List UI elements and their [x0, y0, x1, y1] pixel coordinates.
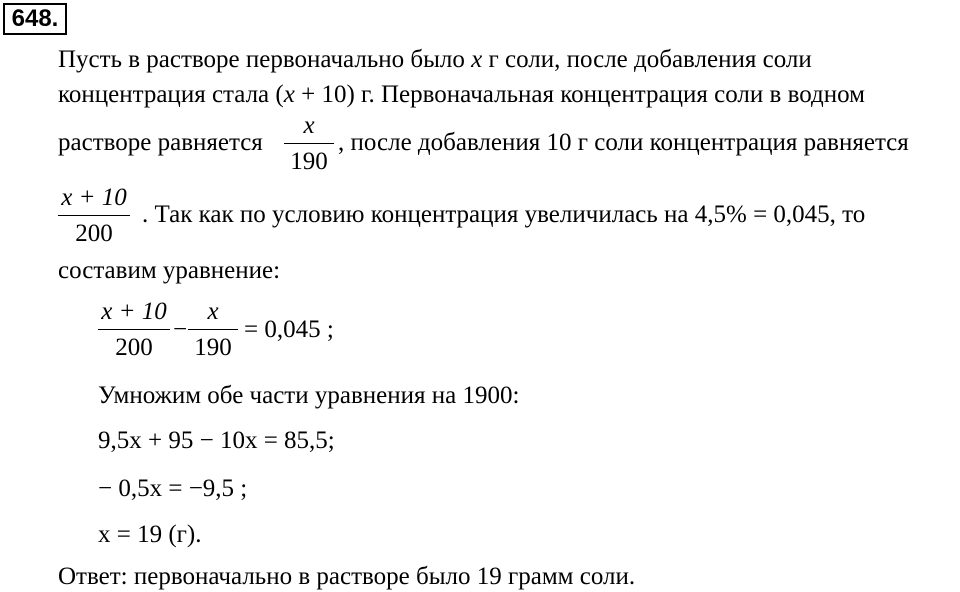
- fraction-bar: [98, 329, 170, 330]
- numerator: x: [303, 112, 315, 139]
- denominator: 200: [75, 220, 113, 247]
- fraction-bar: [58, 215, 130, 216]
- text-segment: Пусть в растворе первоначально было: [58, 46, 472, 73]
- equation-4: x = 19 (г).: [98, 521, 202, 548]
- text-line-3a: растворе равняется: [58, 129, 263, 156]
- denominator: 190: [290, 148, 328, 175]
- multiply-text: Умножим обе части уравнения на 1900:: [98, 382, 520, 409]
- answer-line: Ответ: первоначально в растворе было 19 грамм соли.: [58, 563, 636, 590]
- numerator: x + 10: [61, 184, 127, 211]
- text-line-2: [58, 80, 865, 110]
- problem-number: 648.: [3, 3, 67, 35]
- equation-2: 9,5x + 95 − 10x = 85,5;: [98, 427, 335, 454]
- text-line-5: составим уравнение:: [58, 257, 281, 284]
- fraction-bar: [188, 329, 238, 330]
- eq1-fraction-2: [188, 298, 238, 362]
- equation-3: − 0,5x = −9,5 ;: [98, 475, 248, 502]
- eq1-minus: −: [173, 316, 188, 343]
- fraction-x10-over-200: [58, 184, 130, 248]
- denominator: 190: [194, 334, 232, 361]
- numerator: x: [207, 298, 219, 325]
- text-line-4: . Так как по условию концентрация увеличилась на 4,5% = 0,045, то: [142, 201, 866, 228]
- var-x: x: [283, 81, 295, 108]
- var-x: x: [471, 46, 483, 73]
- text-line-1: [58, 45, 812, 75]
- fraction-bar: [284, 143, 334, 144]
- numerator: x + 10: [101, 298, 167, 325]
- eq1-fraction-1: [98, 298, 170, 362]
- text-segment: г соли, после добавления соли: [482, 46, 812, 73]
- denominator: 200: [115, 334, 153, 361]
- text-segment: концентрация стала (: [58, 81, 284, 108]
- text-segment: + 10) г. Первоначальная концентрация соли в водном: [294, 81, 865, 108]
- fraction-x-over-190: [284, 112, 334, 176]
- text-line-3b: , после добавления 10 г соли концентрация равняется: [338, 129, 909, 156]
- eq1-rhs: = 0,045 ;: [244, 316, 334, 343]
